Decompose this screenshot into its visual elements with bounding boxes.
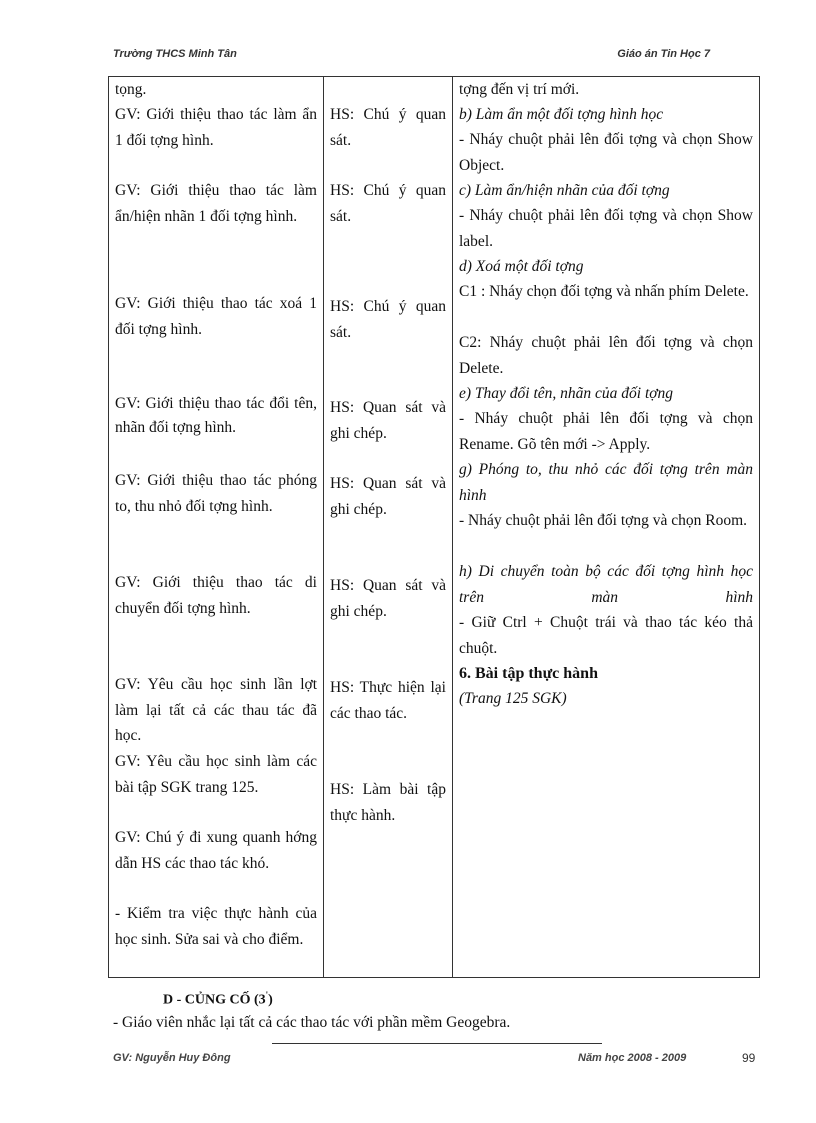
section-d-sup: ' (265, 990, 269, 1000)
teacher-activity: - Kiểm tra việc thực hành của học sinh. Sửa sai và cho điểm. (115, 905, 317, 948)
teacher-activity: GV: Giới thiệu thao tác làm ẩn 1 đối tợng hình. (115, 106, 317, 149)
section-d-close: ) (268, 992, 273, 1008)
content-line: C2: Nháy chuột phải lên đối tợng và chọn Delete. (459, 334, 753, 377)
student-activity: HS: Quan sát và ghi chép. (330, 475, 446, 518)
student-activity: HS: Làm bài tập thực hành. (330, 781, 446, 824)
student-activity: HS: Quan sát và ghi chép. (330, 399, 446, 442)
student-activity: HS: Chú ý quan sát. (330, 106, 446, 149)
teacher-activity: GV: Yêu cầu học sinh làm các bài tập SGK trang 125. (115, 753, 317, 796)
lesson-table (108, 76, 760, 978)
teacher-activity: tọng. (115, 81, 147, 98)
footer-rule (272, 1043, 602, 1044)
content-subheading: c) Làm ẩn/hiện nhãn của đối tợng (459, 182, 670, 199)
content-subheading: b) Làm ẩn một đối tợng hình học (459, 106, 664, 123)
content-line: - Nháy chuột phải lên đối tợng và chọn Room. (459, 512, 748, 529)
content-line: - Nháy chuột phải lên đối tợng và chọn Show label. (459, 207, 753, 250)
teacher-activity: GV: Giới thiệu thao tác làm ẩn/hiện nhãn 1 đối tợng hình. (115, 182, 317, 225)
content-line: tợng đến vị trí mới. (459, 81, 580, 98)
section-d-label: D - CỦNG CỐ (3 (163, 992, 266, 1008)
content-subheading: d) Xoá một đối tợng (459, 258, 584, 275)
footer-year: Năm học 2008 - 2009 (578, 1052, 687, 1064)
content-subheading: h) Di chuyển toàn bộ các đối tợng hình học trên màn hình (459, 563, 753, 606)
content-line: - Nháy chuột phải lên đối tợng và chọn Show Object. (459, 131, 753, 174)
page-number: 99 (742, 1051, 756, 1065)
student-activity: HS: Quan sát và ghi chép. (330, 577, 446, 620)
section-heading: 6. Bài tập thực hành (459, 665, 598, 682)
content-line: - Giữ Ctrl + Chuột trái và thao tác kéo thả chuột. (459, 614, 753, 657)
teacher-column (109, 77, 324, 978)
header-subject: Giáo án Tin Học 7 (617, 48, 710, 60)
teacher-activity: GV: Giới thiệu thao tác xoá 1 đối tợng hình. (115, 295, 317, 338)
student-activity: HS: Chú ý quan sát. (330, 298, 446, 341)
content-line: - Nháy chuột phải lên đối tợng và chọn Rename. Gõ tên mới -> Apply. (459, 410, 753, 453)
section-reference: (Trang 125 SGK) (459, 690, 567, 707)
content-subheading: g) Phóng to, thu nhỏ các đối tợng trên màn hình (459, 461, 753, 504)
student-column (324, 77, 453, 978)
content-line: C1 : Nháy chọn đối tợng và nhấn phím Delete. (459, 283, 749, 300)
header-school: Trường THCS Minh Tân (113, 48, 237, 60)
teacher-activity: GV: Giới thiệu thao tác phóng to, thu nhỏ đối tợng hình. (115, 472, 317, 515)
summary-text: - Giáo viên nhắc lại tất cả các thao tác với phần mềm Geogebra. (113, 1014, 511, 1031)
student-activity: HS: Chú ý quan sát. (330, 182, 446, 225)
footer-author: GV: Nguyễn Huy Đông (113, 1052, 231, 1064)
section-d-heading (163, 990, 273, 1009)
teacher-activity: GV: Giới thiệu thao tác di chuyển đối tợng hình. (115, 574, 317, 617)
teacher-activity: GV: Chú ý đi xung quanh hớng dẫn HS các thao tác khó. (115, 829, 317, 872)
student-activity: HS: Thực hiện lại các thao tác. (330, 679, 446, 722)
teacher-activity: GV: Yêu cầu học sinh lần lợt làm lại tất cả các thau tác đã học. (115, 676, 317, 744)
content-subheading: e) Thay đổi tên, nhãn của đối tợng (459, 385, 674, 402)
content-column (453, 77, 760, 978)
teacher-activity: GV: Giới thiệu thao tác đổi tên, nhãn đối tợng hình. (115, 395, 317, 436)
